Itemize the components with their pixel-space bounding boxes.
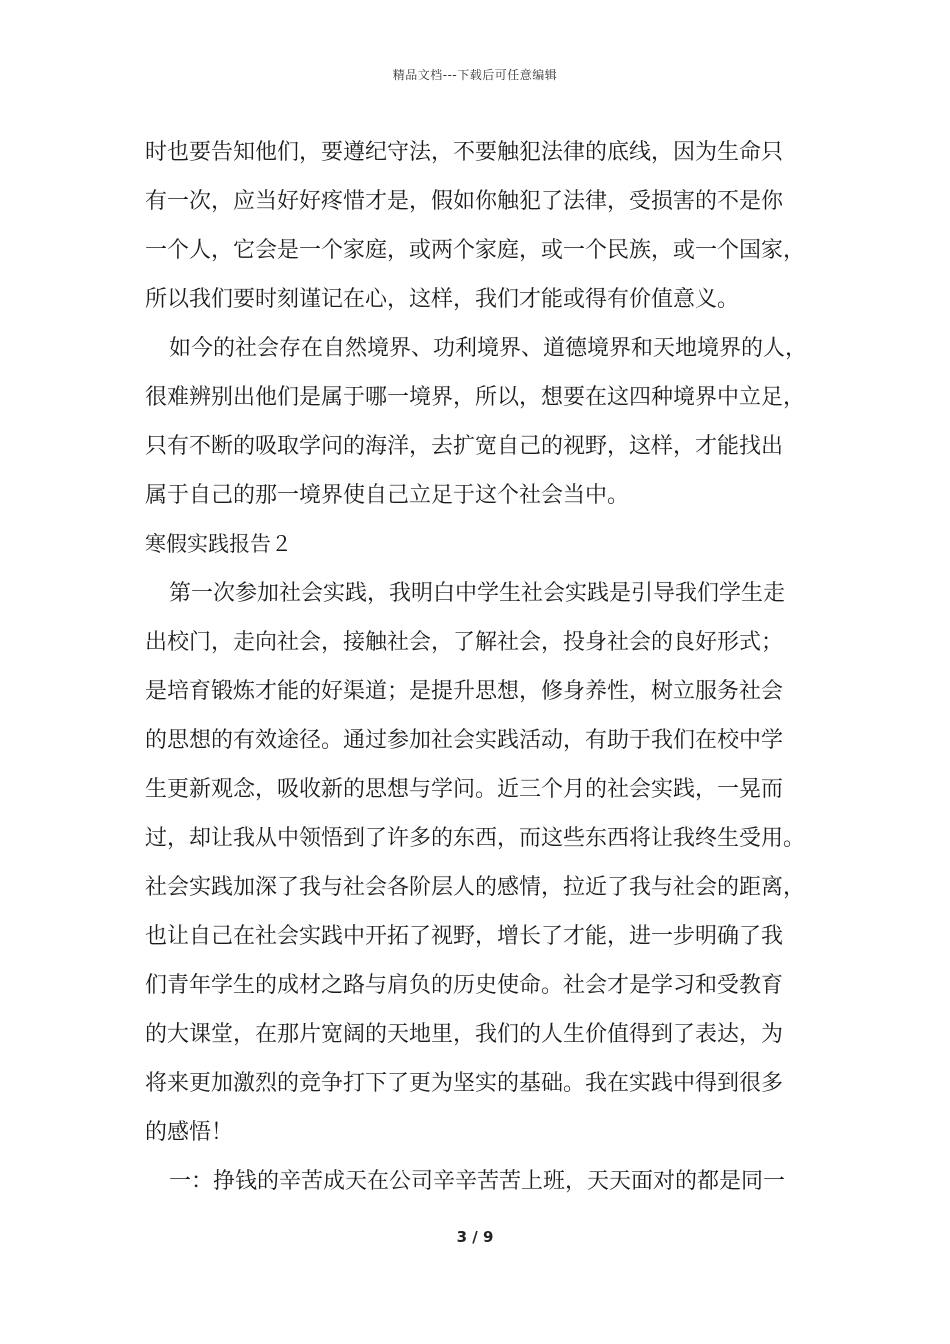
text-line: 也让自己在社会实践中开拓了视野，增长了才能，进一步明确了我 (145, 924, 784, 949)
paragraph-start-line: 一：挣钱的辛苦成天在公司辛辛苦苦上班，天天面对的都是同一 (169, 1169, 786, 1194)
text-line: 将来更加激烈的竞争打下了更为坚实的基础。我在实践中得到很多 (145, 1071, 784, 1096)
text-line: 生更新观念，吸收新的思想与学问。近三个月的社会实践，一晃而 (145, 777, 784, 802)
text-line: 的思想的有效途径。通过参加社会实践活动，有助于我们在校中学 (145, 728, 784, 753)
text-line: 很难辨别出他们是属于哪一境界，所以，想要在这四种境界中立足， (145, 385, 806, 410)
text-line: 们青年学生的成材之路与肩负的历史使命。社会才是学习和受教育 (145, 973, 784, 998)
text-line: 一个人，它会是一个家庭，或两个家庭，或一个民族，或一个国家， (145, 238, 806, 263)
text-line: 是培育锻炼才能的好渠道；是提升思想，修身养性，树立服务社会 (145, 679, 784, 704)
text-line: 只有不断的吸取学问的海洋，去扩宽自己的视野，这样，才能找出 (145, 434, 784, 459)
text-line: 有一次，应当好好疼惜才是，假如你触犯了法律，受损害的不是你 (145, 189, 784, 214)
text-line: 社会实践加深了我与社会各阶层人的感情，拉近了我与社会的距离， (145, 875, 806, 900)
text-line: 出校门，走向社会，接触社会，了解社会，投身社会的良好形式； (145, 630, 784, 655)
page-number: 3 / 9 (456, 1228, 494, 1246)
text-line: 过，却让我从中领悟到了许多的东西，而这些东西将让我终生受用。 (145, 826, 806, 851)
section-heading: 寒假实践报告２ (145, 532, 292, 556)
paragraph-start-line: 如今的社会存在自然境界、功利境界、道德境界和天地境界的人， (169, 336, 808, 361)
document-body (145, 128, 815, 1206)
text-line: 所以我们要时刻谨记在心，这样，我们才能或得有价值意义。 (145, 287, 740, 312)
text-line: 的大课堂，在那片宽阔的天地里，我们的人生价值得到了表达，为 (145, 1022, 784, 1047)
text-line: 属于自己的那一境界使自己立足于这个社会当中。 (145, 483, 630, 508)
page-header: 精品文档---下载后可任意编辑 (392, 68, 558, 82)
text-line: 时也要告知他们，要遵纪守法，不要触犯法律的底线，因为生命只 (145, 140, 784, 165)
paragraph-start-line: 第一次参加社会实践，我明白中学生社会实践是引导我们学生走 (169, 581, 786, 606)
text-line: 的感悟！ (145, 1120, 234, 1145)
